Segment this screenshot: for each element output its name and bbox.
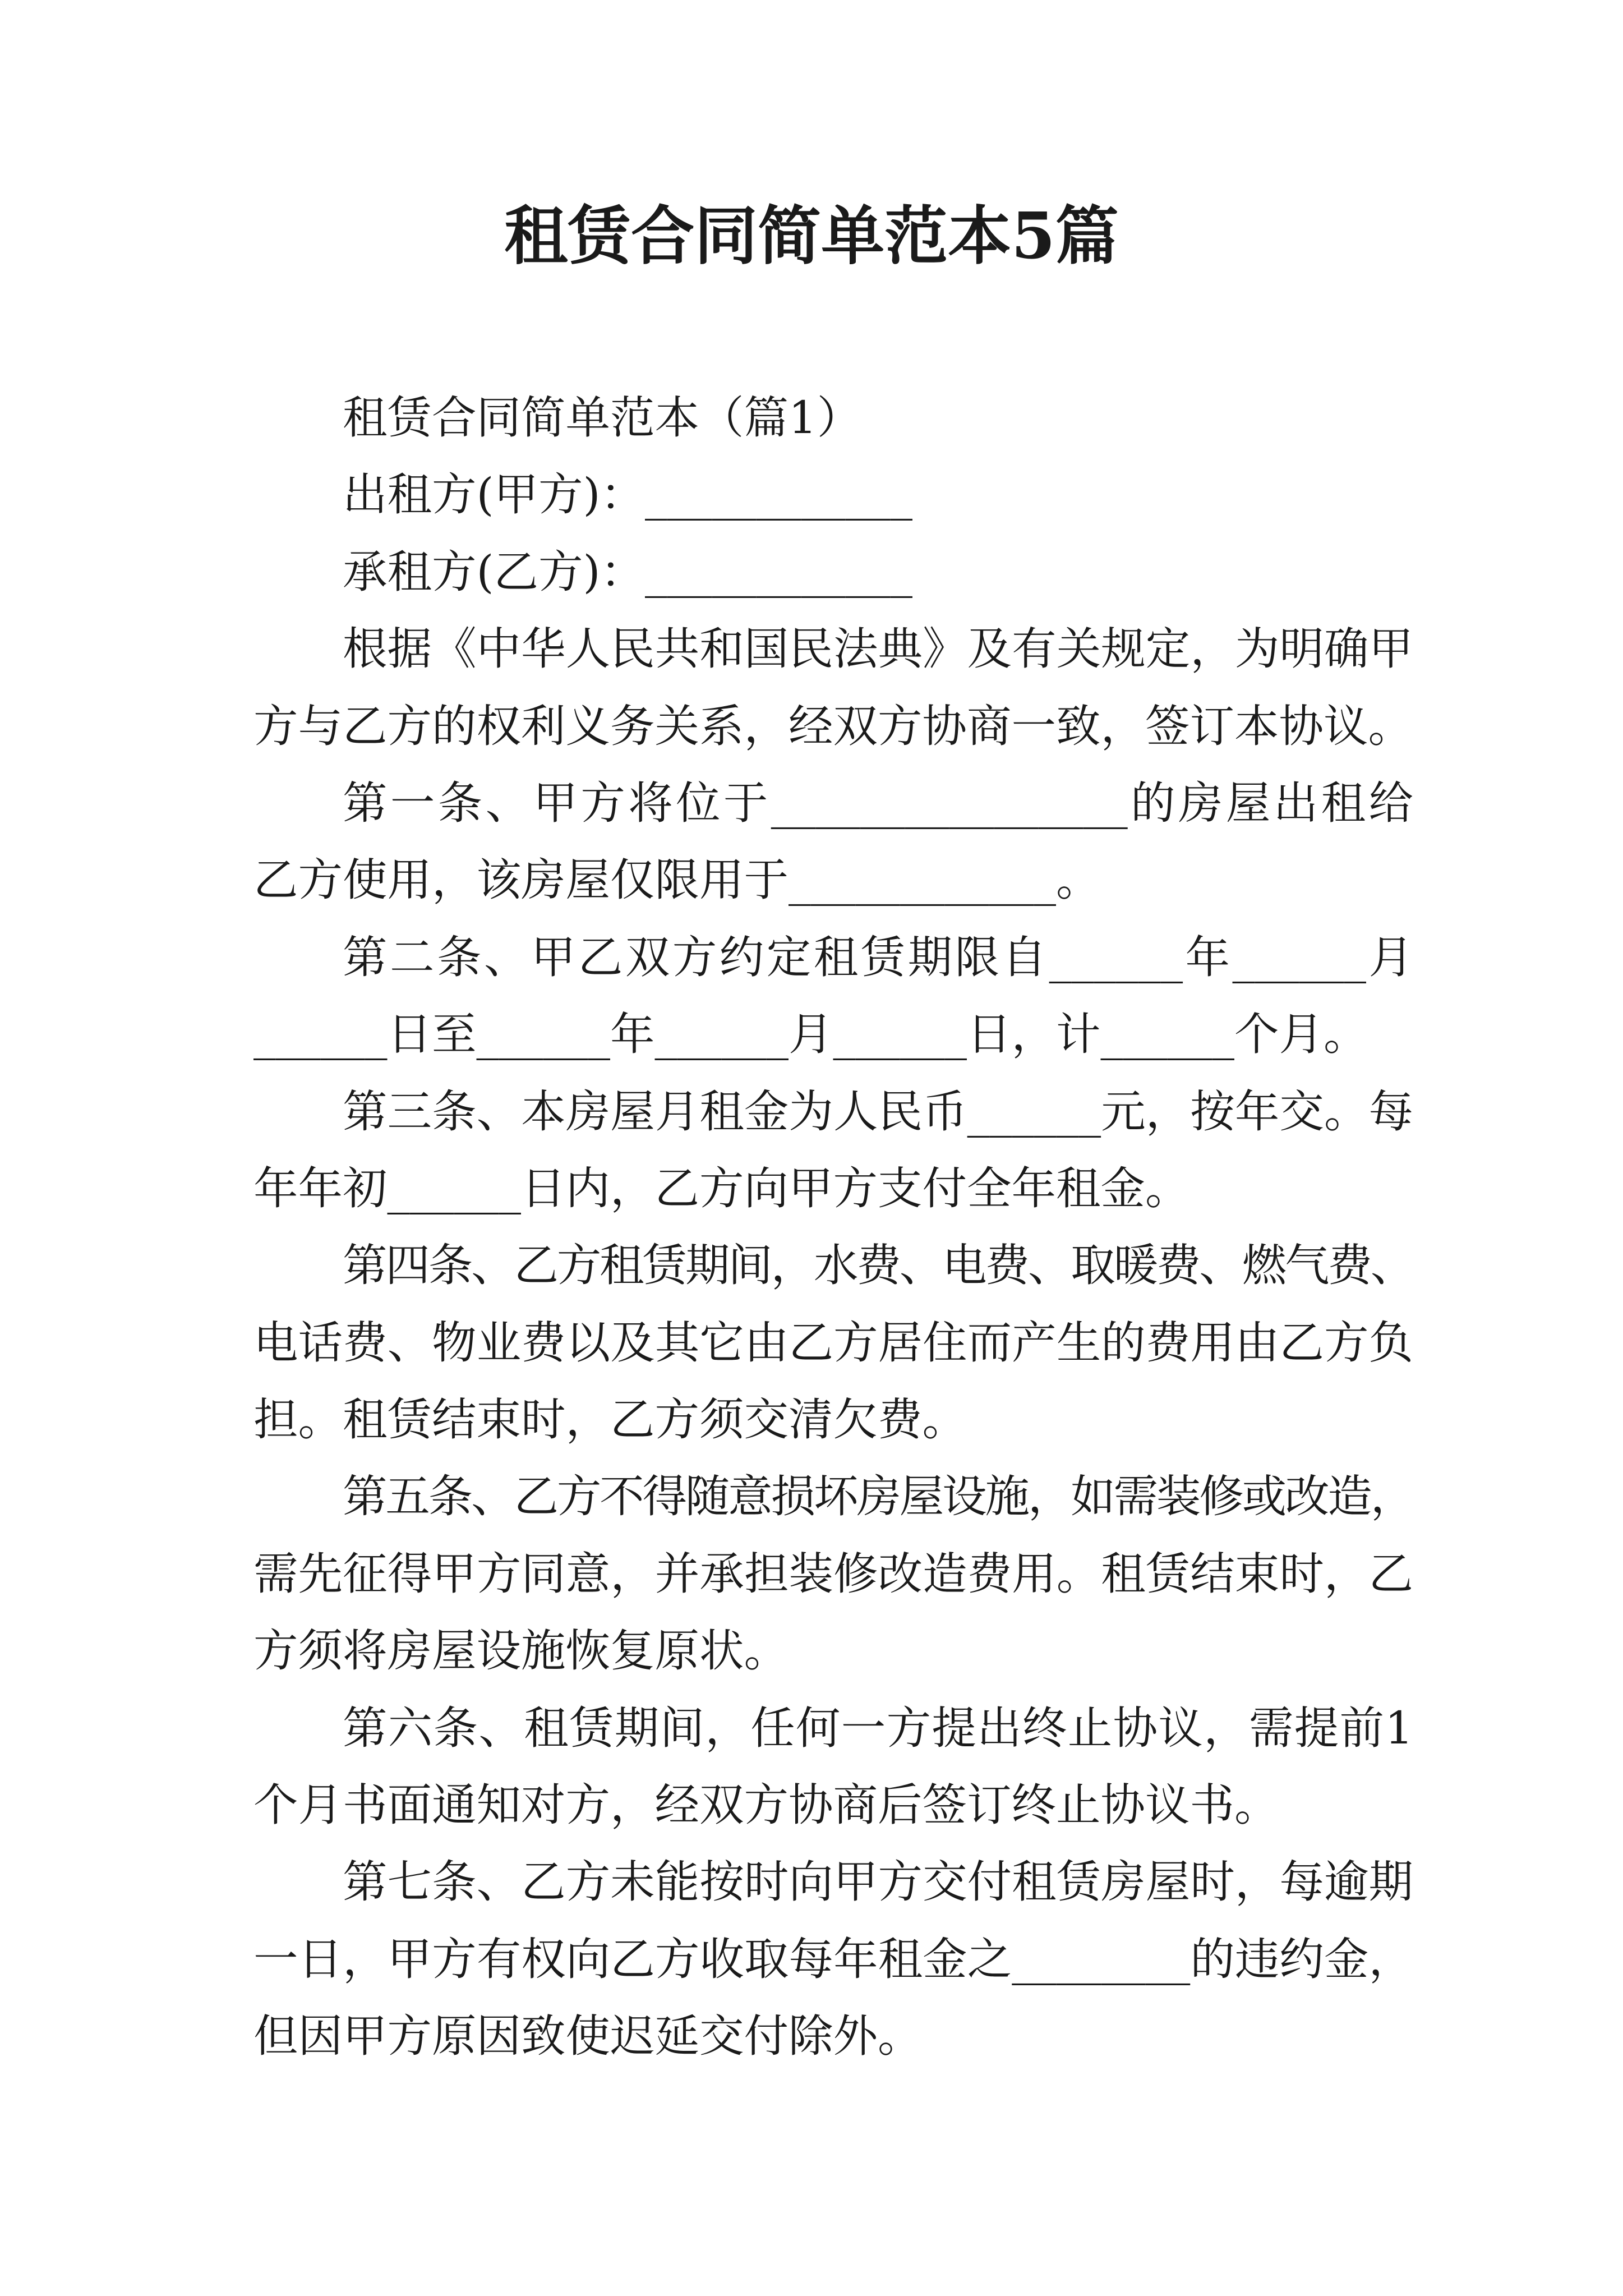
paragraph-line: 电话费、物业费以及其它由乙方居住而产生的费用由乙方负 <box>253 1316 1413 1369</box>
paragraph-line: 第七条、乙方未能按时向甲方交付租赁房屋时，每逾期 <box>343 1856 1413 1908</box>
clause-5-paragraph <box>253 1458 1413 1689</box>
section-heading: 租赁合同简单范本（篇1） <box>343 392 862 444</box>
paragraph-line: 但因甲方原因致使迟延交付除外。 <box>253 2010 923 2063</box>
paragraph-line: 第二条、甲乙双方约定租赁期限自______年______月 <box>343 931 1413 983</box>
clause-6-paragraph <box>253 1690 1413 1844</box>
lessor-field: 出租方(甲方)：____________ <box>343 468 913 521</box>
paragraph-line: 方与乙方的权利义务关系，经双方协商一致，签订本协议。 <box>253 700 1413 752</box>
clause-2-paragraph <box>253 919 1413 1073</box>
paragraph-line: 担。租赁结束时，乙方须交清欠费。 <box>253 1393 967 1446</box>
paragraph-line: 年年初______日内，乙方向甲方支付全年租金。 <box>253 1162 1190 1214</box>
clause-1-paragraph <box>253 765 1413 919</box>
paragraph-line: 一日，甲方有权向乙方收取每年租金之________的违约金， <box>253 1932 1413 1985</box>
paragraph-line: 第三条、本房屋月租金为人民币______元，按年交。每 <box>343 1085 1413 1138</box>
clause-4-paragraph <box>253 1227 1413 1458</box>
document-title: 租赁合同简单范本5篇 <box>504 199 1119 273</box>
clause-7-paragraph <box>253 1843 1413 2074</box>
paragraph-line: 需先征得甲方同意，并承担装修改造费用。租赁结束时，乙 <box>253 1547 1413 1600</box>
paragraph-line: 第六条、租赁期间，任何一方提出终止协议，需提前1 <box>343 1701 1413 1754</box>
paragraph-line: 第一条、甲方将位于________________的房屋出租给 <box>343 776 1413 829</box>
paragraph-line: 第五条、乙方不得随意损坏房屋设施，如需装修或改造， <box>343 1470 1413 1523</box>
paragraph-line: 根据《中华人民共和国民法典》及有关规定，为明确甲 <box>343 623 1413 675</box>
paragraph-line: 乙方使用，该房屋仅限用于____________。 <box>253 854 1101 907</box>
paragraph-line: 第四条、乙方租赁期间，水费、电费、取暖费、燃气费、 <box>343 1239 1413 1292</box>
lessee-field: 承租方(乙方)：____________ <box>343 545 913 598</box>
paragraph-line: 方须将房屋设施恢复原状。 <box>253 1625 789 1677</box>
clause-3-paragraph <box>253 1073 1413 1227</box>
paragraph-line: ______日至______年______月______日，计______个月。 <box>253 1008 1368 1061</box>
paragraph-line: 个月书面通知对方，经双方协商后签订终止协议书。 <box>253 1779 1279 1832</box>
preamble-paragraph <box>253 610 1413 765</box>
document-body <box>253 379 1413 2075</box>
